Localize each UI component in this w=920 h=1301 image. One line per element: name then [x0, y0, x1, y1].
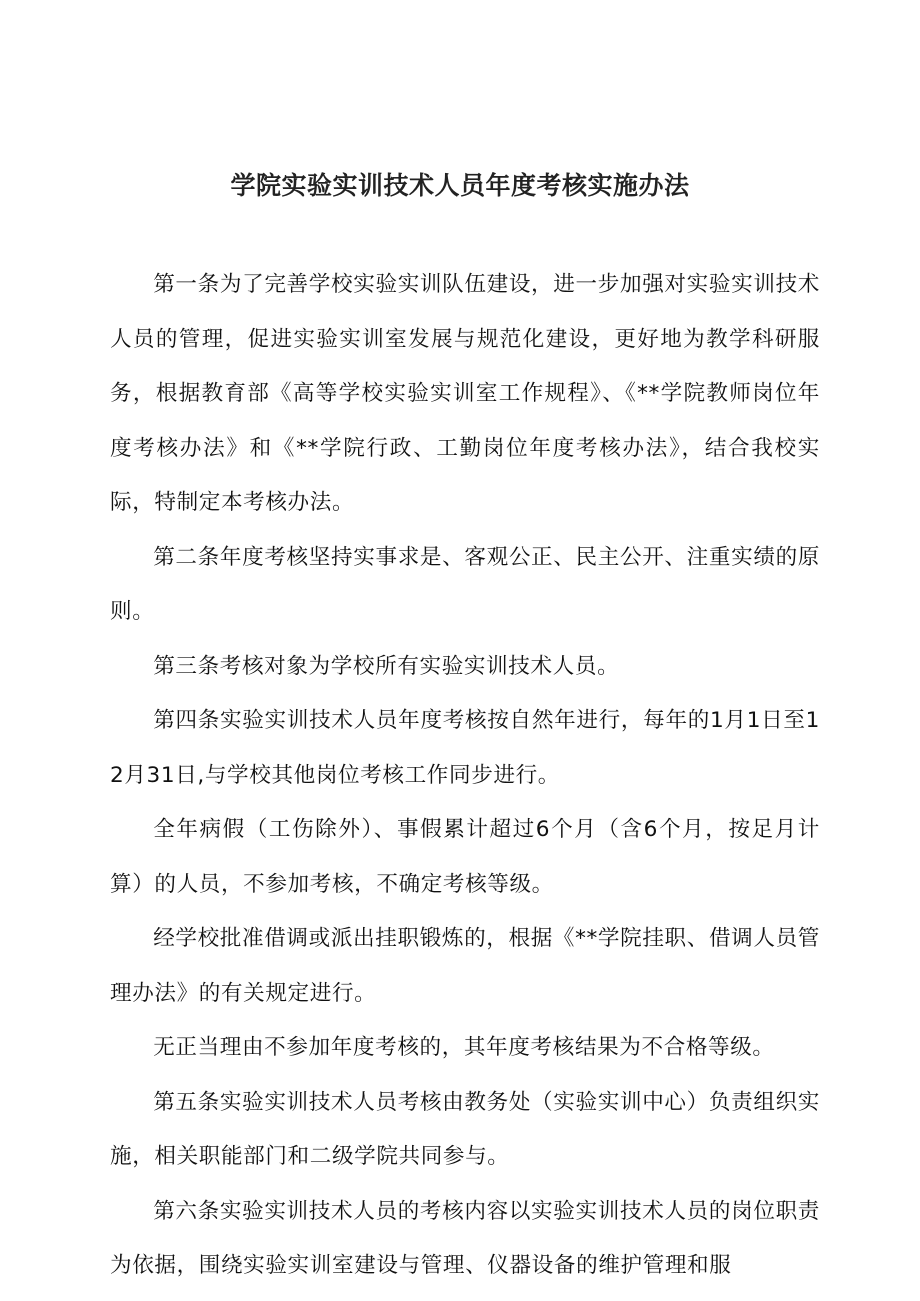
article-4-paragraph: 第四条实验实训技术人员年度考核按自然年进行，每年的1月1日至12月31日,与学校其他岗位考核工作同步进行。 — [110, 708, 820, 788]
article-6-paragraph: 第六条实验实训技术人员的考核内容以实验实训技术人员的岗位职责为依据，围绕实验实训室建设与管理、仪器设备的维护管理和服 — [110, 1198, 820, 1278]
document-body — [110, 258, 820, 1294]
article-5-paragraph: 第五条实验实训技术人员考核由教务处（实验实训中心）负责组织实施，相关职能部门和二级学院共同参与。 — [110, 1089, 820, 1169]
sick-leave-paragraph: 全年病假（工伤除外）、事假累计超过6个月（含6个月，按足月计算）的人员，不参加考核，不确定考核等级。 — [110, 817, 820, 897]
secondment-paragraph: 经学校批准借调或派出挂职锻炼的，根据《**学院挂职、借调人员管理办法》的有关规定进行。 — [110, 926, 820, 1006]
article-2-paragraph: 第二条年度考核坚持实事求是、客观公正、民主公开、注重实绩的原则。 — [110, 544, 820, 624]
article-3-paragraph: 第三条考核对象为学校所有实验实训技术人员。 — [153, 653, 620, 679]
non-participation-paragraph: 无正当理由不参加年度考核的，其年度考核结果为不合格等级。 — [153, 1035, 775, 1060]
document-title: 学院实验实训技术人员年度考核实施办法 — [230, 171, 690, 200]
article-1-paragraph: 第一条为了完善学校实验实训队伍建设，进一步加强对实验实训技术人员的管理，促进实验实训室发展与规范化建设，更好地为教学科研服务，根据教育部《高等学校实验实训室工作规程》、《**学院教师岗位年度考核办法》和《**学院行政、工勤岗位年度考核办法》，结合我校实际，特制定本考核办法。 — [110, 272, 820, 515]
